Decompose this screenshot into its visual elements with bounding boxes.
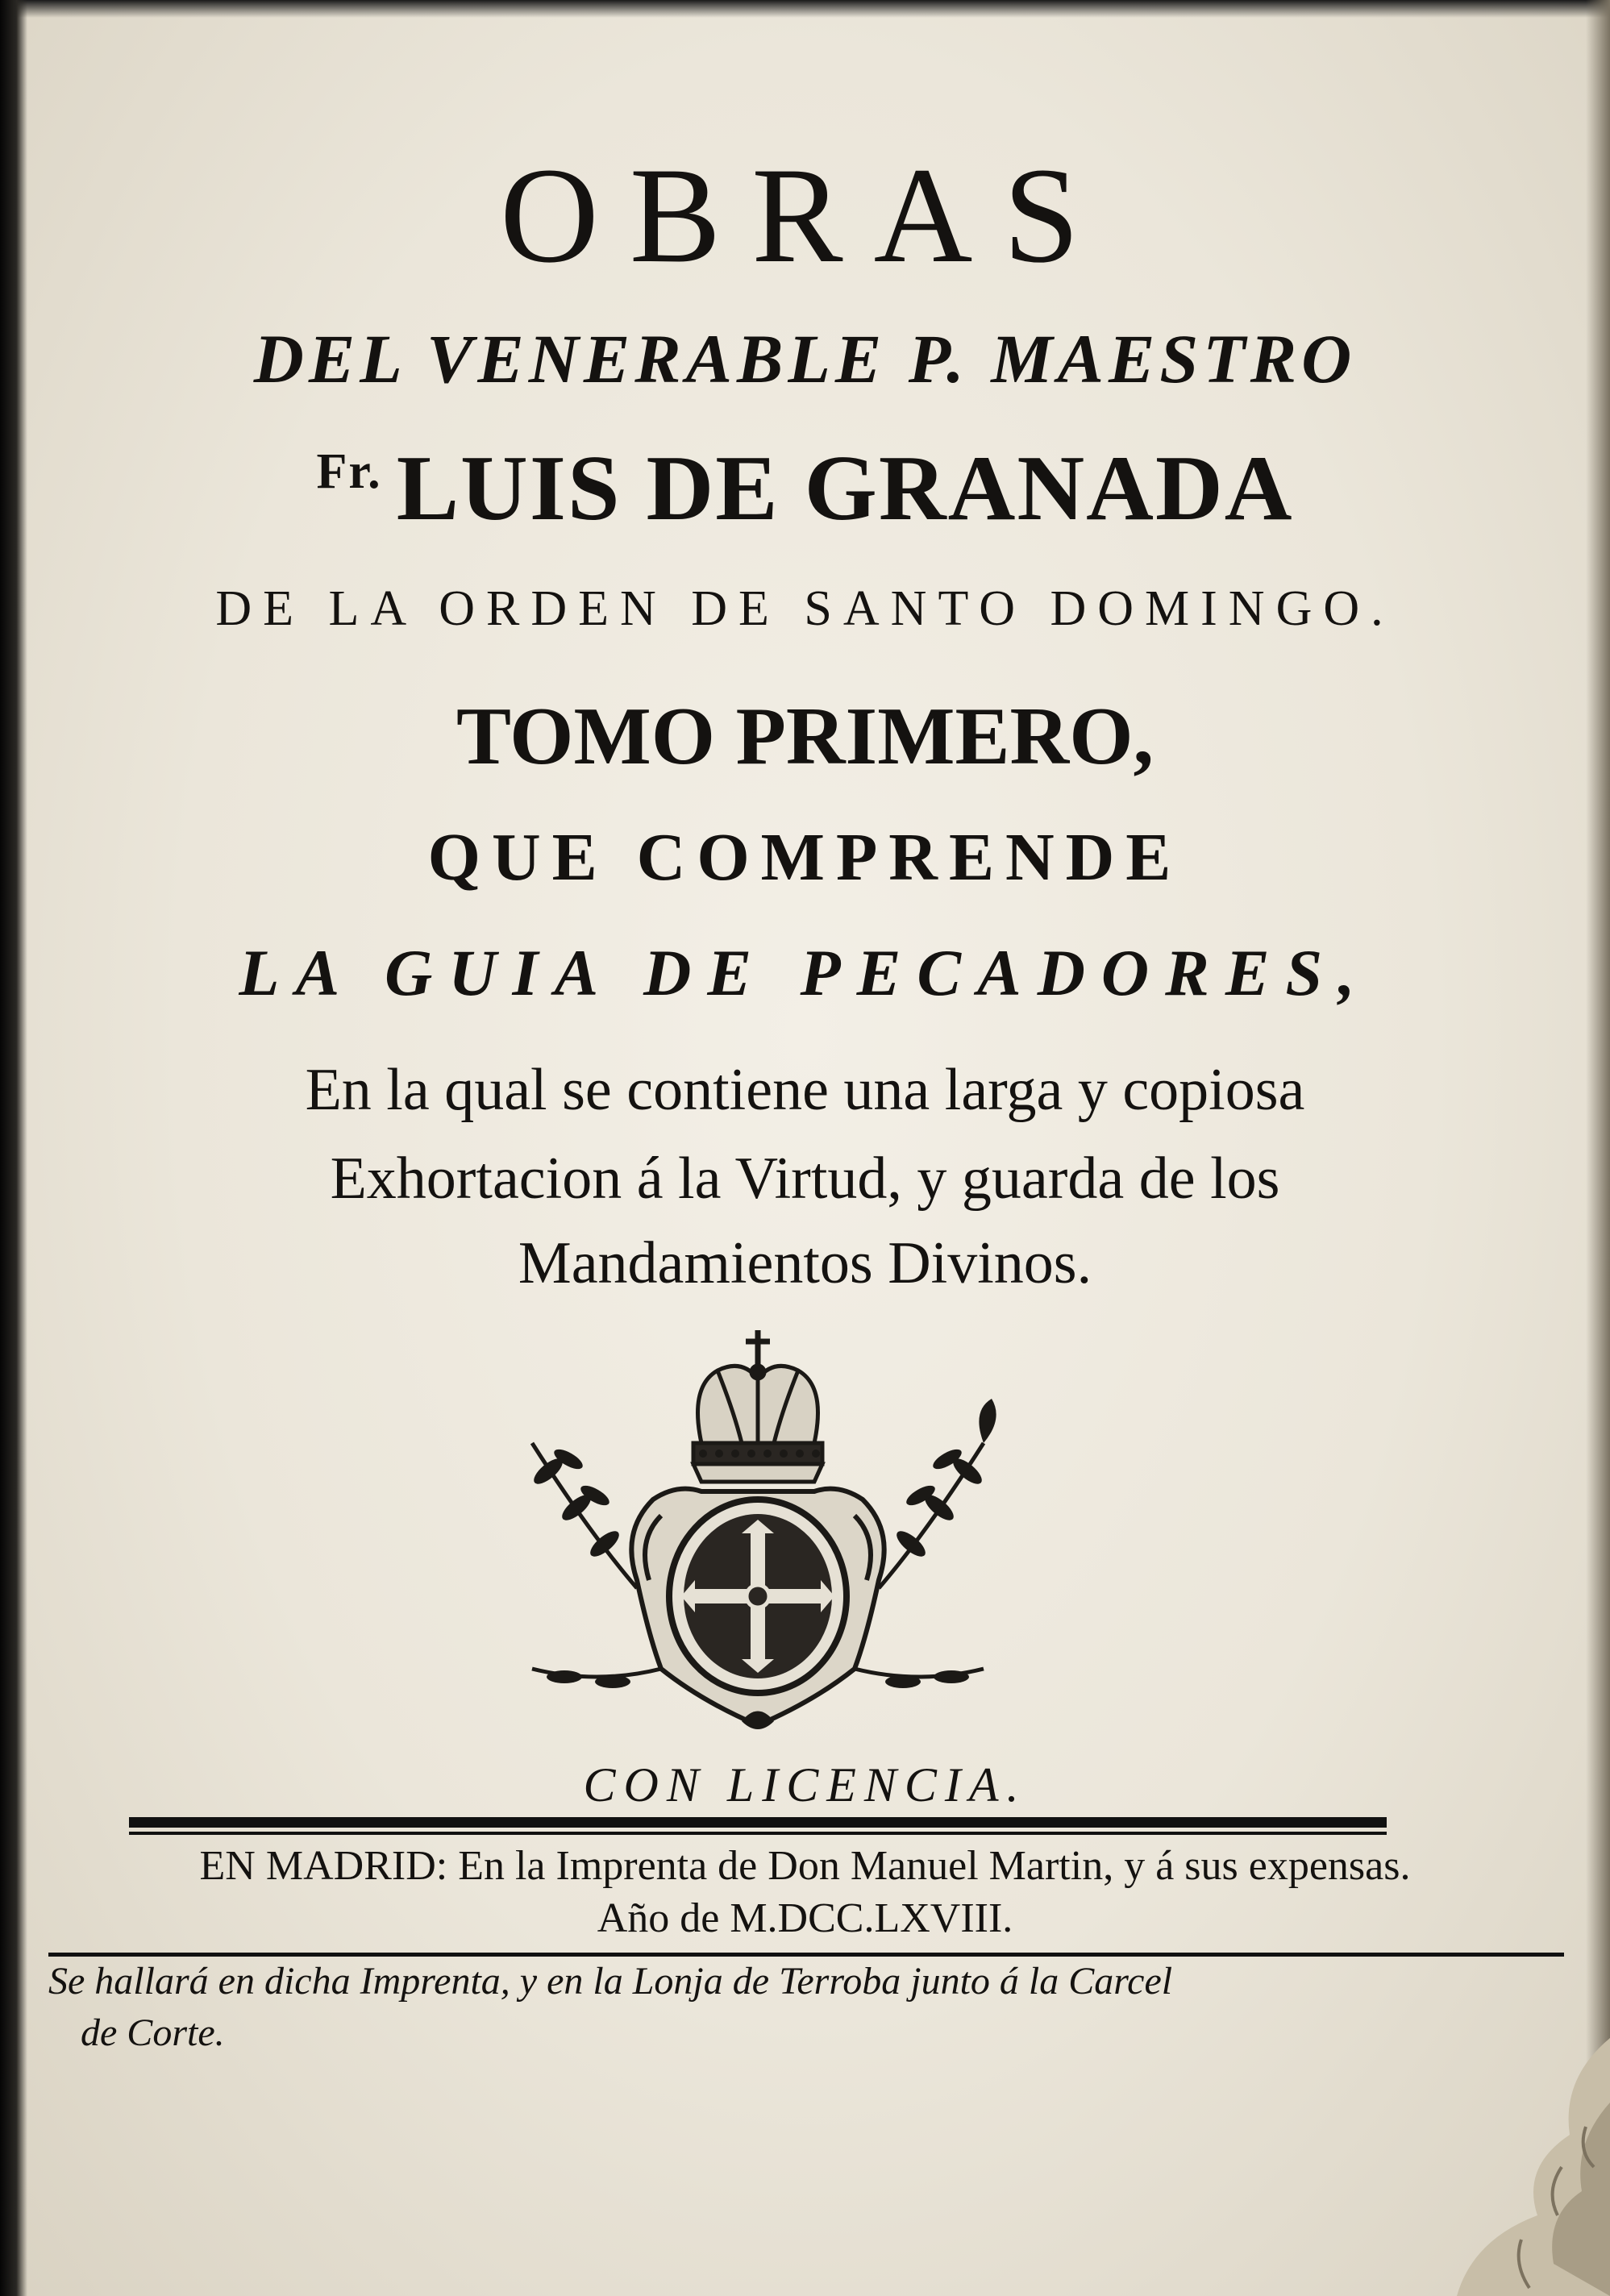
book-title: OBRAS	[500, 139, 1110, 291]
license-label: CON LICENCIA.	[583, 1758, 1027, 1811]
scan-edge-top	[0, 0, 1610, 18]
contains-label: QUE COMPRENDE	[427, 820, 1183, 895]
divider-thin	[129, 1832, 1387, 1835]
description-line-3: Mandamientos Divinos.	[518, 1230, 1092, 1296]
book-subtitle: DEL VENERABLE P. MAESTRO	[253, 320, 1357, 397]
work-title: LA GUIA DE PECADORES,	[239, 936, 1371, 1009]
royal-crest-icon	[500, 1322, 1016, 1741]
description-line-2: Exhortacion á la Virtud, y guarda de los	[330, 1146, 1280, 1212]
printer-line: EN MADRID: En la Imprenta de Don Manuel Martin, y á sus expensas.	[199, 1843, 1411, 1889]
sale-line-1: Se hallará en dicha Imprenta, y en la Lonja de Terroba junto á la Carcel	[48, 1960, 1173, 2003]
paper-damage	[1400, 2006, 1610, 2296]
year-line: Año de M.DCC.LXVIII.	[597, 1895, 1013, 1941]
author-line	[0, 435, 1610, 543]
volume-label: TOMO PRIMERO,	[456, 691, 1154, 782]
author-prefix: Fr.	[316, 444, 382, 499]
author-name: LUIS DE GRANADA	[396, 437, 1294, 540]
divider-bottom	[48, 1953, 1564, 1957]
description-line-1: En la qual se contiene una larga y copiosa	[305, 1057, 1305, 1123]
divider-thick	[129, 1817, 1387, 1828]
sale-line-2: de Corte.	[81, 2011, 225, 2054]
religious-order: DE LA ORDEN DE SANTO DOMINGO.	[215, 581, 1395, 636]
